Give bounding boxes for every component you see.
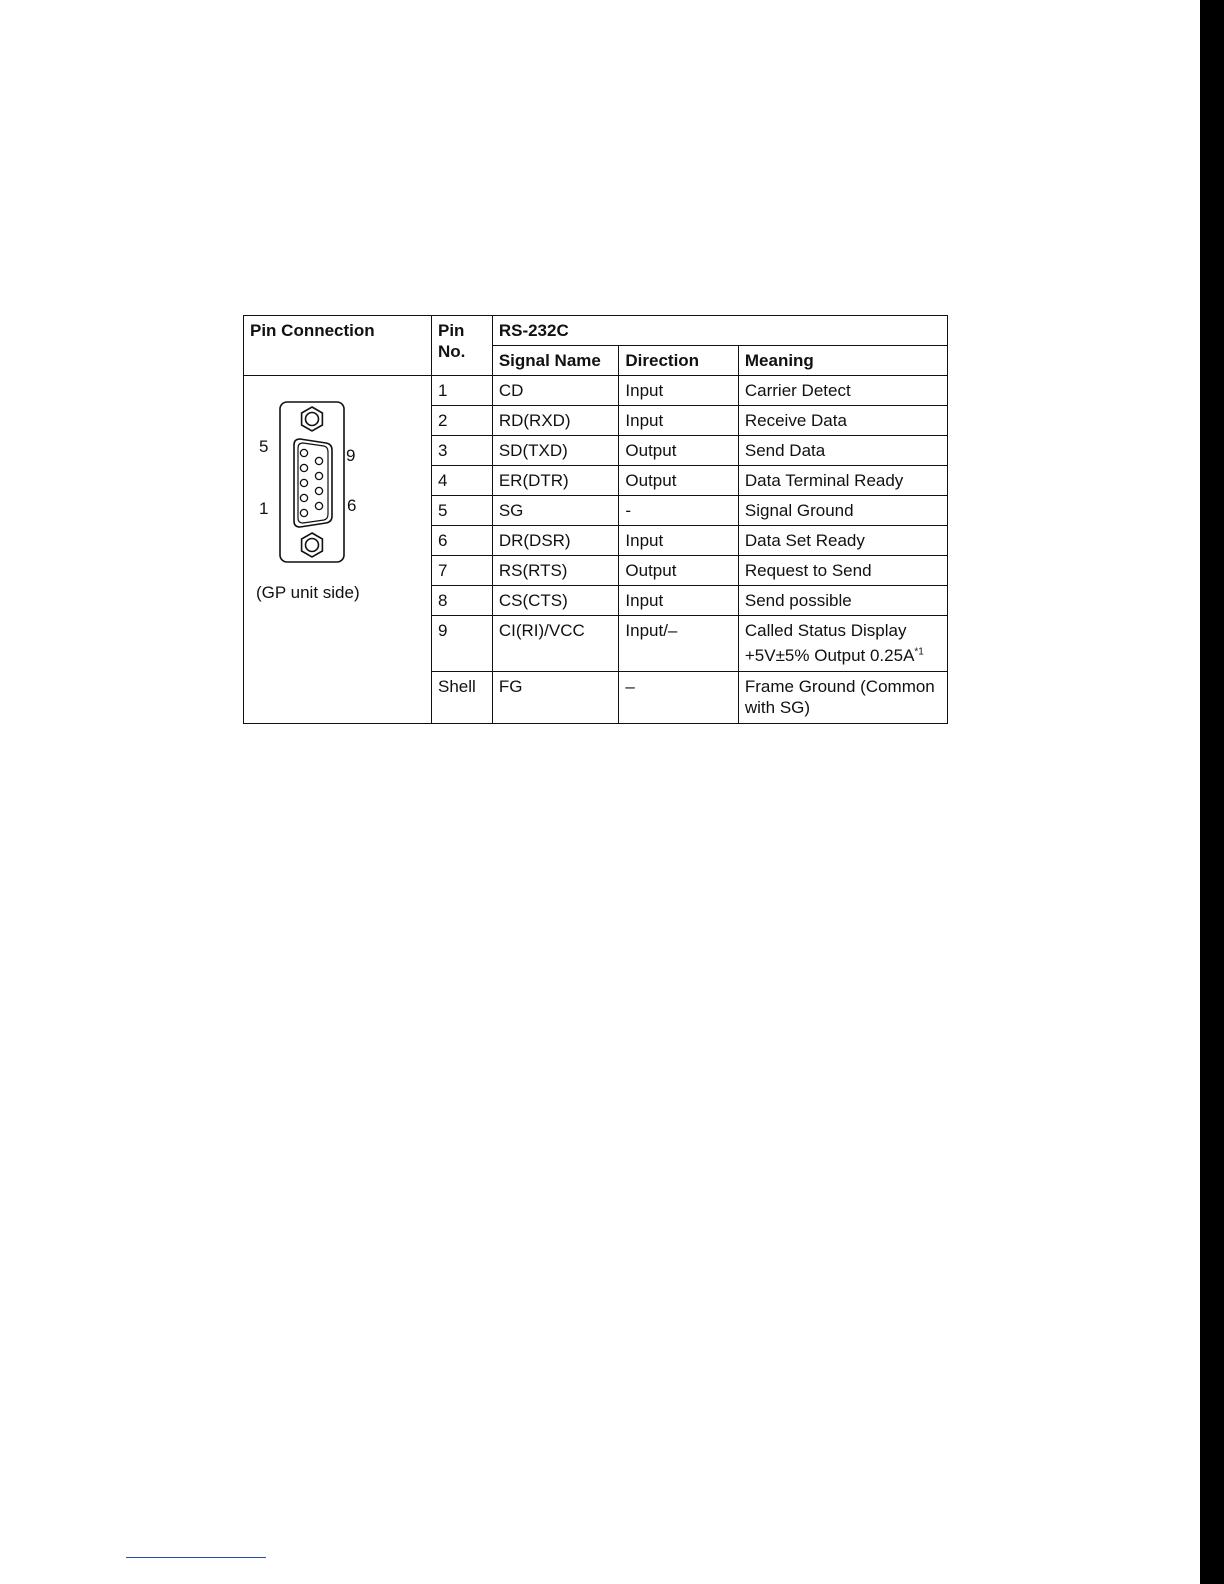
cell-signal: SD(TXD) [492,436,619,466]
cell-direction: Output [619,466,738,496]
pin-label-1: 1 [259,499,269,518]
pin-label-5: 5 [259,437,269,456]
cell-direction: Input/– [619,616,738,672]
pin-label-6: 6 [347,496,357,515]
dsub9-connector-icon [244,376,431,612]
cell-direction: - [619,496,738,526]
cell-pin: 3 [432,436,493,466]
cell-direction: Output [619,436,738,466]
cell-pin: 6 [432,526,493,556]
cell-meaning: Carrier Detect [738,376,947,406]
cell-direction: – [619,672,738,724]
header-rs232c: RS-232C [492,316,947,346]
cell-signal: CS(CTS) [492,586,619,616]
cell-pin: 2 [432,406,493,436]
cell-signal: SG [492,496,619,526]
cell-meaning: Receive Data [738,406,947,436]
header-signal-name: Signal Name [492,346,619,376]
cell-direction: Input [619,526,738,556]
cell-direction: Input [619,586,738,616]
meaning-line-1: Called Status Display [744,621,907,640]
cell-signal: FG [492,672,619,724]
connector-cell [244,376,432,724]
cell-signal: CI(RI)/VCC [492,616,619,672]
cell-signal: RS(RTS) [492,556,619,586]
footnote-separator-rule [126,1557,266,1558]
cell-meaning: Send possible [738,586,947,616]
cell-pin: 1 [432,376,493,406]
cell-direction: Input [619,406,738,436]
header-meaning: Meaning [738,346,947,376]
cell-signal: CD [492,376,619,406]
header-direction: Direction [619,346,738,376]
cell-signal: DR(DSR) [492,526,619,556]
dsub9-connector-figure [244,376,431,612]
header-pin-connection: Pin Connection [244,316,432,376]
meaning-line-2 [745,645,941,666]
cell-pin: 9 [432,616,493,672]
connector-caption: (GP unit side) [256,583,360,602]
cell-meaning: Request to Send [738,556,947,586]
cell-meaning: Frame Ground (Common with SG) [738,672,947,724]
cell-pin: Shell [432,672,493,724]
cell-signal: ER(DTR) [492,466,619,496]
cell-meaning: Data Terminal Ready [738,466,947,496]
cell-pin: 8 [432,586,493,616]
footnote-marker: *1 [914,646,924,658]
cell-direction: Input [619,376,738,406]
pin-label-9: 9 [346,446,356,465]
header-pin-no: Pin No. [432,316,493,376]
cell-meaning: Data Set Ready [738,526,947,556]
cell-signal: RD(RXD) [492,406,619,436]
pin-assignment-table [243,315,948,724]
cell-meaning: Send Data [738,436,947,466]
page-edge-bar [1200,0,1224,1584]
table-row [244,376,948,406]
meaning-line-2-text: +5V±5% Output 0.25A [744,646,915,665]
cell-pin: 5 [432,496,493,526]
cell-pin: 4 [432,466,493,496]
cell-meaning [738,616,947,672]
cell-direction: Output [619,556,738,586]
cell-pin: 7 [432,556,493,586]
cell-meaning: Signal Ground [738,496,947,526]
